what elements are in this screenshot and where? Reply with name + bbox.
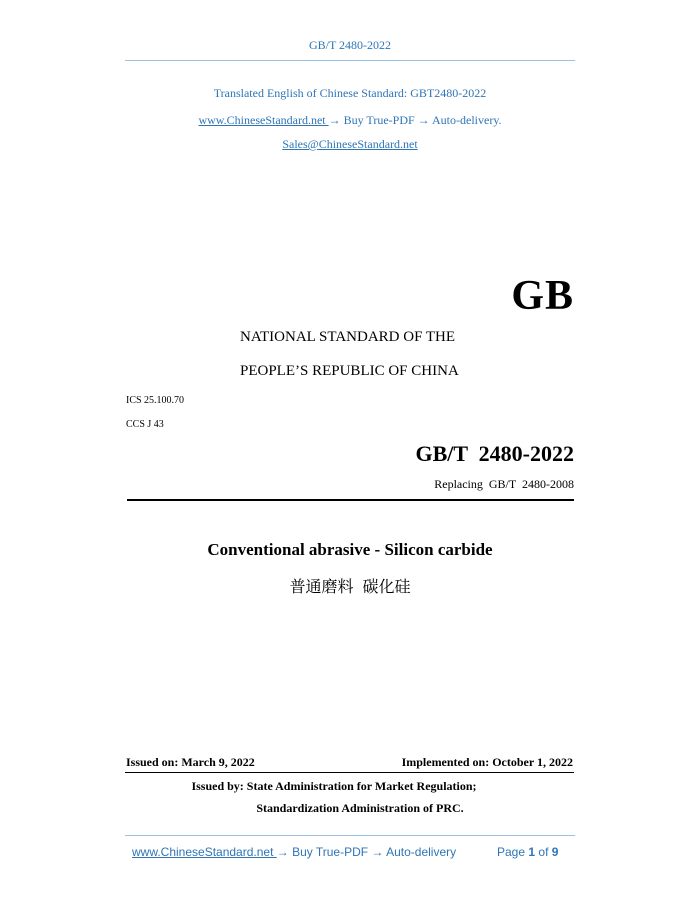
sales-email-line <box>0 137 700 152</box>
implemented-on-date: Implemented on: October 1, 2022 <box>401 755 573 769</box>
issued-by-line2: Standardization Administration of PRC. <box>256 801 464 815</box>
gb-mark: GB <box>511 273 574 319</box>
header-divider <box>125 60 575 61</box>
total-pages: 9 <box>551 845 559 859</box>
standard-number: GB/T 2480-2022 <box>415 441 574 466</box>
title-english: Conventional abrasive - Silicon carbide <box>207 540 493 559</box>
arrow-right-icon: → <box>417 113 430 127</box>
footer-divider <box>125 835 575 836</box>
footer-buy-true-pdf-text: Buy True-PDF <box>288 845 372 859</box>
auto-delivery-text: Auto-delivery. <box>429 113 502 127</box>
standard-number-rule <box>127 499 574 501</box>
of-label: of <box>538 845 549 859</box>
footer-site-link[interactable]: www.ChineseStandard.net <box>132 845 277 859</box>
footer-purchase-line <box>132 845 456 859</box>
national-standard-line1: NATIONAL STANDARD OF THE <box>240 329 456 345</box>
buy-true-pdf-text: Buy True-PDF <box>340 113 418 127</box>
issued-on-date: Issued on: March 9, 2022 <box>126 755 255 769</box>
title-chinese: 普通磨料 碳化硅 <box>289 579 411 596</box>
footer-auto-delivery-text: Auto-delivery <box>383 845 457 859</box>
sales-email-link[interactable]: Sales@ChineseStandard.net <box>282 137 418 151</box>
arrow-right-icon: → <box>328 113 341 127</box>
ccs-code: CCS J 43 <box>126 419 164 430</box>
national-standard-line2: PEOPLE’S REPUBLIC OF CHINA <box>240 363 459 379</box>
ics-code: ICS 25.100.70 <box>126 395 185 406</box>
page-indicator <box>497 845 558 859</box>
page-number: 1 <box>528 845 536 859</box>
arrow-right-icon: → <box>276 845 289 859</box>
page-label: Page <box>497 845 526 859</box>
promo-purchase-line <box>0 113 700 128</box>
running-header-title: GB/T 2480-2022 <box>308 38 392 52</box>
issued-by-line1: Issued by: State Administration for Market Regulation; <box>191 779 477 793</box>
site-link[interactable]: www.ChineseStandard.net <box>198 113 329 127</box>
arrow-right-icon: → <box>371 845 384 859</box>
dates-rule <box>125 772 574 773</box>
replacing-note: Replacing GB/T 2480-2008 <box>434 477 574 491</box>
translation-notice: Translated English of Chinese Standard: GBT2480-2022 <box>213 86 487 100</box>
